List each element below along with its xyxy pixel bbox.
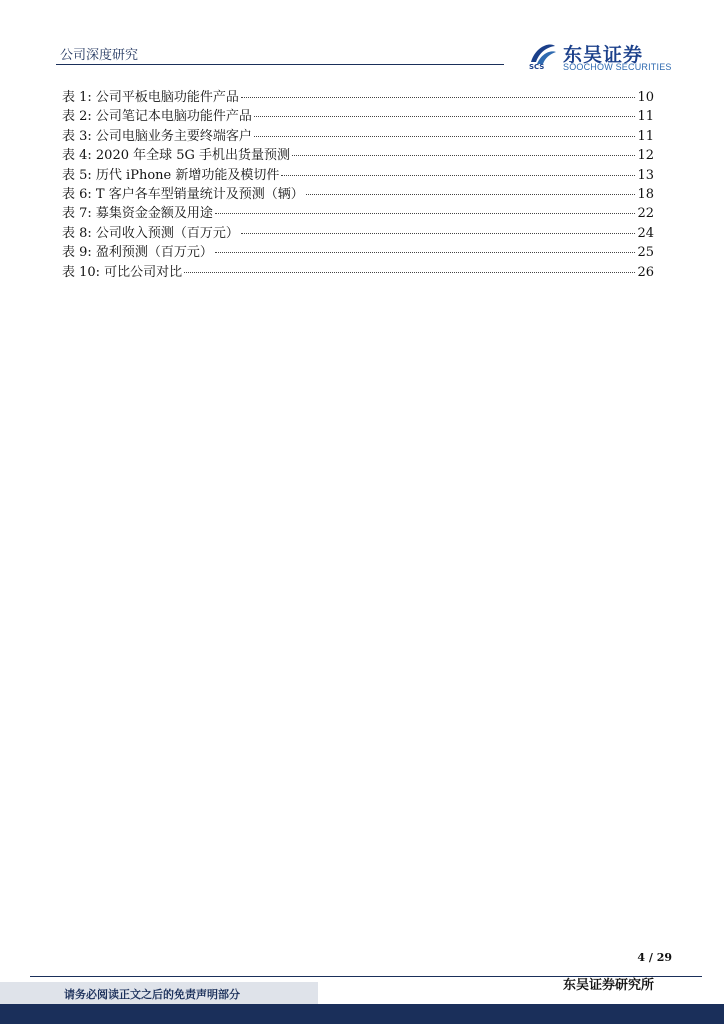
toc-entry-label: 表 3: 公司电脑业务主要终端客户 xyxy=(62,128,252,144)
toc-entry-page: 25 xyxy=(637,245,654,261)
page-number: 4 / 29 xyxy=(637,951,672,964)
toc-entry-label: 表 6: T 客户各车型销量统计及预测（辆） xyxy=(62,186,304,202)
footer-disclaimer: 请务必阅读正文之后的免责声明部分 xyxy=(64,988,240,1001)
toc-entry-page: 10 xyxy=(637,90,654,105)
logo-mark-icon xyxy=(528,40,558,70)
header-divider xyxy=(56,64,504,65)
toc-entry-label: 表 9: 盈利预测（百万元） xyxy=(62,245,213,261)
toc-leader-dots xyxy=(215,213,636,214)
toc-entry-label: 表 10: 可比公司对比 xyxy=(62,264,183,280)
toc-entry-page: 18 xyxy=(637,186,654,202)
toc-entry-label: 表 7: 募集资金金额及用途 xyxy=(62,206,213,222)
toc-leader-dots xyxy=(306,194,636,195)
toc-leader-dots xyxy=(241,97,636,98)
toc-entry-label: 表 8: 公司收入预测（百万元） xyxy=(62,225,239,241)
toc-entry[interactable] xyxy=(62,105,654,124)
logo-mark-letters: SCS xyxy=(529,63,545,70)
table-of-tables xyxy=(62,86,654,280)
company-logo xyxy=(528,40,674,74)
toc-entry[interactable] xyxy=(62,125,654,144)
toc-leader-dots xyxy=(292,155,635,156)
toc-entry-page: 26 xyxy=(637,264,654,280)
logo-chinese-name: 东吴证券 xyxy=(563,44,644,66)
toc-entry[interactable] xyxy=(62,144,654,163)
toc-leader-dots xyxy=(281,175,635,176)
toc-leader-dots xyxy=(254,136,636,137)
toc-entry-label: 表 4: 2020 年全球 5G 手机出货量预测 xyxy=(62,148,291,164)
toc-leader-dots xyxy=(254,116,636,117)
toc-entry[interactable] xyxy=(62,241,654,260)
toc-entry[interactable] xyxy=(62,222,654,241)
toc-entry-page: 11 xyxy=(637,109,654,125)
toc-entry-page: 13 xyxy=(637,167,654,183)
toc-entry-label: 表 1: 公司平板电脑功能件产品 xyxy=(62,90,239,105)
toc-leader-dots xyxy=(184,272,635,273)
toc-entry[interactable] xyxy=(62,202,654,221)
toc-entry-label: 表 5: 历代 iPhone 新增功能及模切件 xyxy=(62,167,280,183)
toc-entry-page: 12 xyxy=(637,148,654,164)
toc-entry-label: 表 2: 公司笔记本电脑功能件产品 xyxy=(62,109,252,125)
footer-institute-name: 东吴证券研究所 xyxy=(562,978,654,993)
logo-english-name: SOOCHOW SECURITIES xyxy=(563,62,672,72)
toc-leader-dots xyxy=(241,233,636,234)
toc-entry-page: 24 xyxy=(637,225,654,241)
toc-entry[interactable] xyxy=(62,164,654,183)
toc-entry-page: 22 xyxy=(637,206,654,222)
report-type-title: 公司深度研究 xyxy=(60,48,139,63)
toc-entry[interactable] xyxy=(62,261,654,280)
toc-entry[interactable] xyxy=(62,86,654,105)
toc-entry[interactable] xyxy=(62,183,654,202)
toc-leader-dots xyxy=(215,252,636,253)
toc-entry-page: 11 xyxy=(637,128,654,144)
footer-bar xyxy=(0,1004,724,1024)
